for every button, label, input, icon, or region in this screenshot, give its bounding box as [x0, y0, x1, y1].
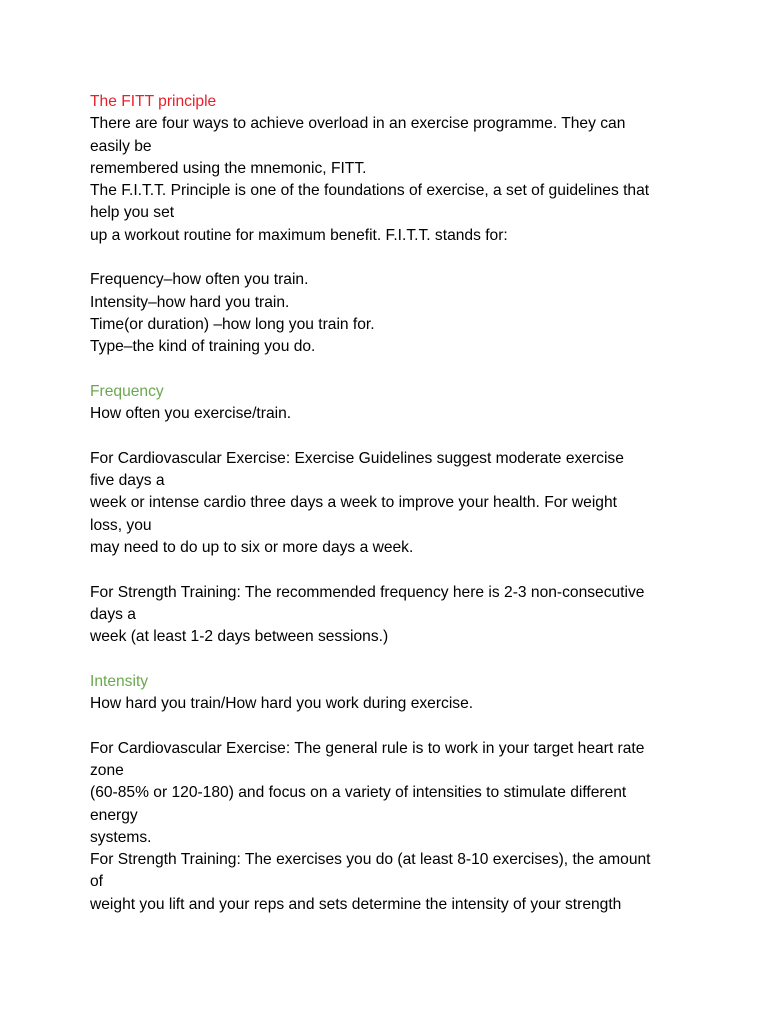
- intensity-cardio-line: systems.: [90, 828, 152, 846]
- intro-line: easily be: [90, 137, 152, 155]
- blank-line: [90, 359, 710, 381]
- blank-line: [90, 425, 710, 447]
- frequency-cardio-line: week or intense cardio three days a week to improve your health. For weight: [90, 494, 617, 512]
- frequency-cardio-line: loss, you: [90, 516, 152, 534]
- fitt-list-item: Intensity–how hard you train.: [90, 293, 290, 311]
- frequency-heading: Frequency: [90, 382, 164, 400]
- intensity-strength-line: weight you lift and your reps and sets determine the intensity of your strength: [90, 895, 622, 913]
- blank-line: [90, 715, 710, 737]
- fitt-list-item: Type–the kind of training you do.: [90, 338, 316, 356]
- intro-line: There are four ways to achieve overload in an exercise programme. They can: [90, 115, 626, 133]
- blank-line: [90, 648, 710, 670]
- intensity-cardio-line: zone: [90, 761, 124, 779]
- intensity-strength-line: of: [90, 873, 104, 891]
- frequency-cardio-line: five days a: [90, 472, 165, 490]
- frequency-cardio-line: For Cardiovascular Exercise: Exercise Guidelines suggest moderate exercise: [90, 449, 624, 467]
- blank-line: [90, 559, 710, 581]
- intro-line: up a workout routine for maximum benefit. F.I.T.T. stands for:: [90, 226, 508, 244]
- document-page: [90, 91, 710, 916]
- intensity-cardio-line: (60-85% or 120-180) and focus on a variety of intensities to stimulate different: [90, 784, 627, 802]
- fitt-list-item: Frequency–how often you train.: [90, 271, 309, 289]
- intensity-heading: Intensity: [90, 672, 149, 690]
- intro-line: The F.I.T.T. Principle is one of the foundations of exercise, a set of guidelines that: [90, 182, 650, 200]
- intensity-definition: How hard you train/How hard you work during exercise.: [90, 695, 474, 713]
- document-title: The FITT principle: [90, 93, 217, 110]
- frequency-strength-line: For Strength Training: The recommended frequency here is 2-3 non-consecutive: [90, 583, 645, 601]
- intensity-cardio-line: For Cardiovascular Exercise: The general rule is to work in your target heart rate: [90, 739, 645, 757]
- fitt-list-item: Time(or duration) –how long you train for.: [90, 315, 375, 333]
- blank-line: [90, 247, 710, 269]
- intro-line: help you set: [90, 204, 175, 222]
- intro-line: remembered using the mnemonic, FITT.: [90, 159, 367, 177]
- frequency-strength-line: week (at least 1-2 days between sessions.): [90, 628, 389, 646]
- frequency-strength-line: days a: [90, 605, 136, 623]
- frequency-definition: How often you exercise/train.: [90, 405, 292, 423]
- intensity-cardio-line: energy: [90, 806, 138, 824]
- intensity-strength-line: For Strength Training: The exercises you do (at least 8-10 exercises), the amount: [90, 851, 651, 869]
- frequency-cardio-line: may need to do up to six or more days a week.: [90, 538, 414, 556]
